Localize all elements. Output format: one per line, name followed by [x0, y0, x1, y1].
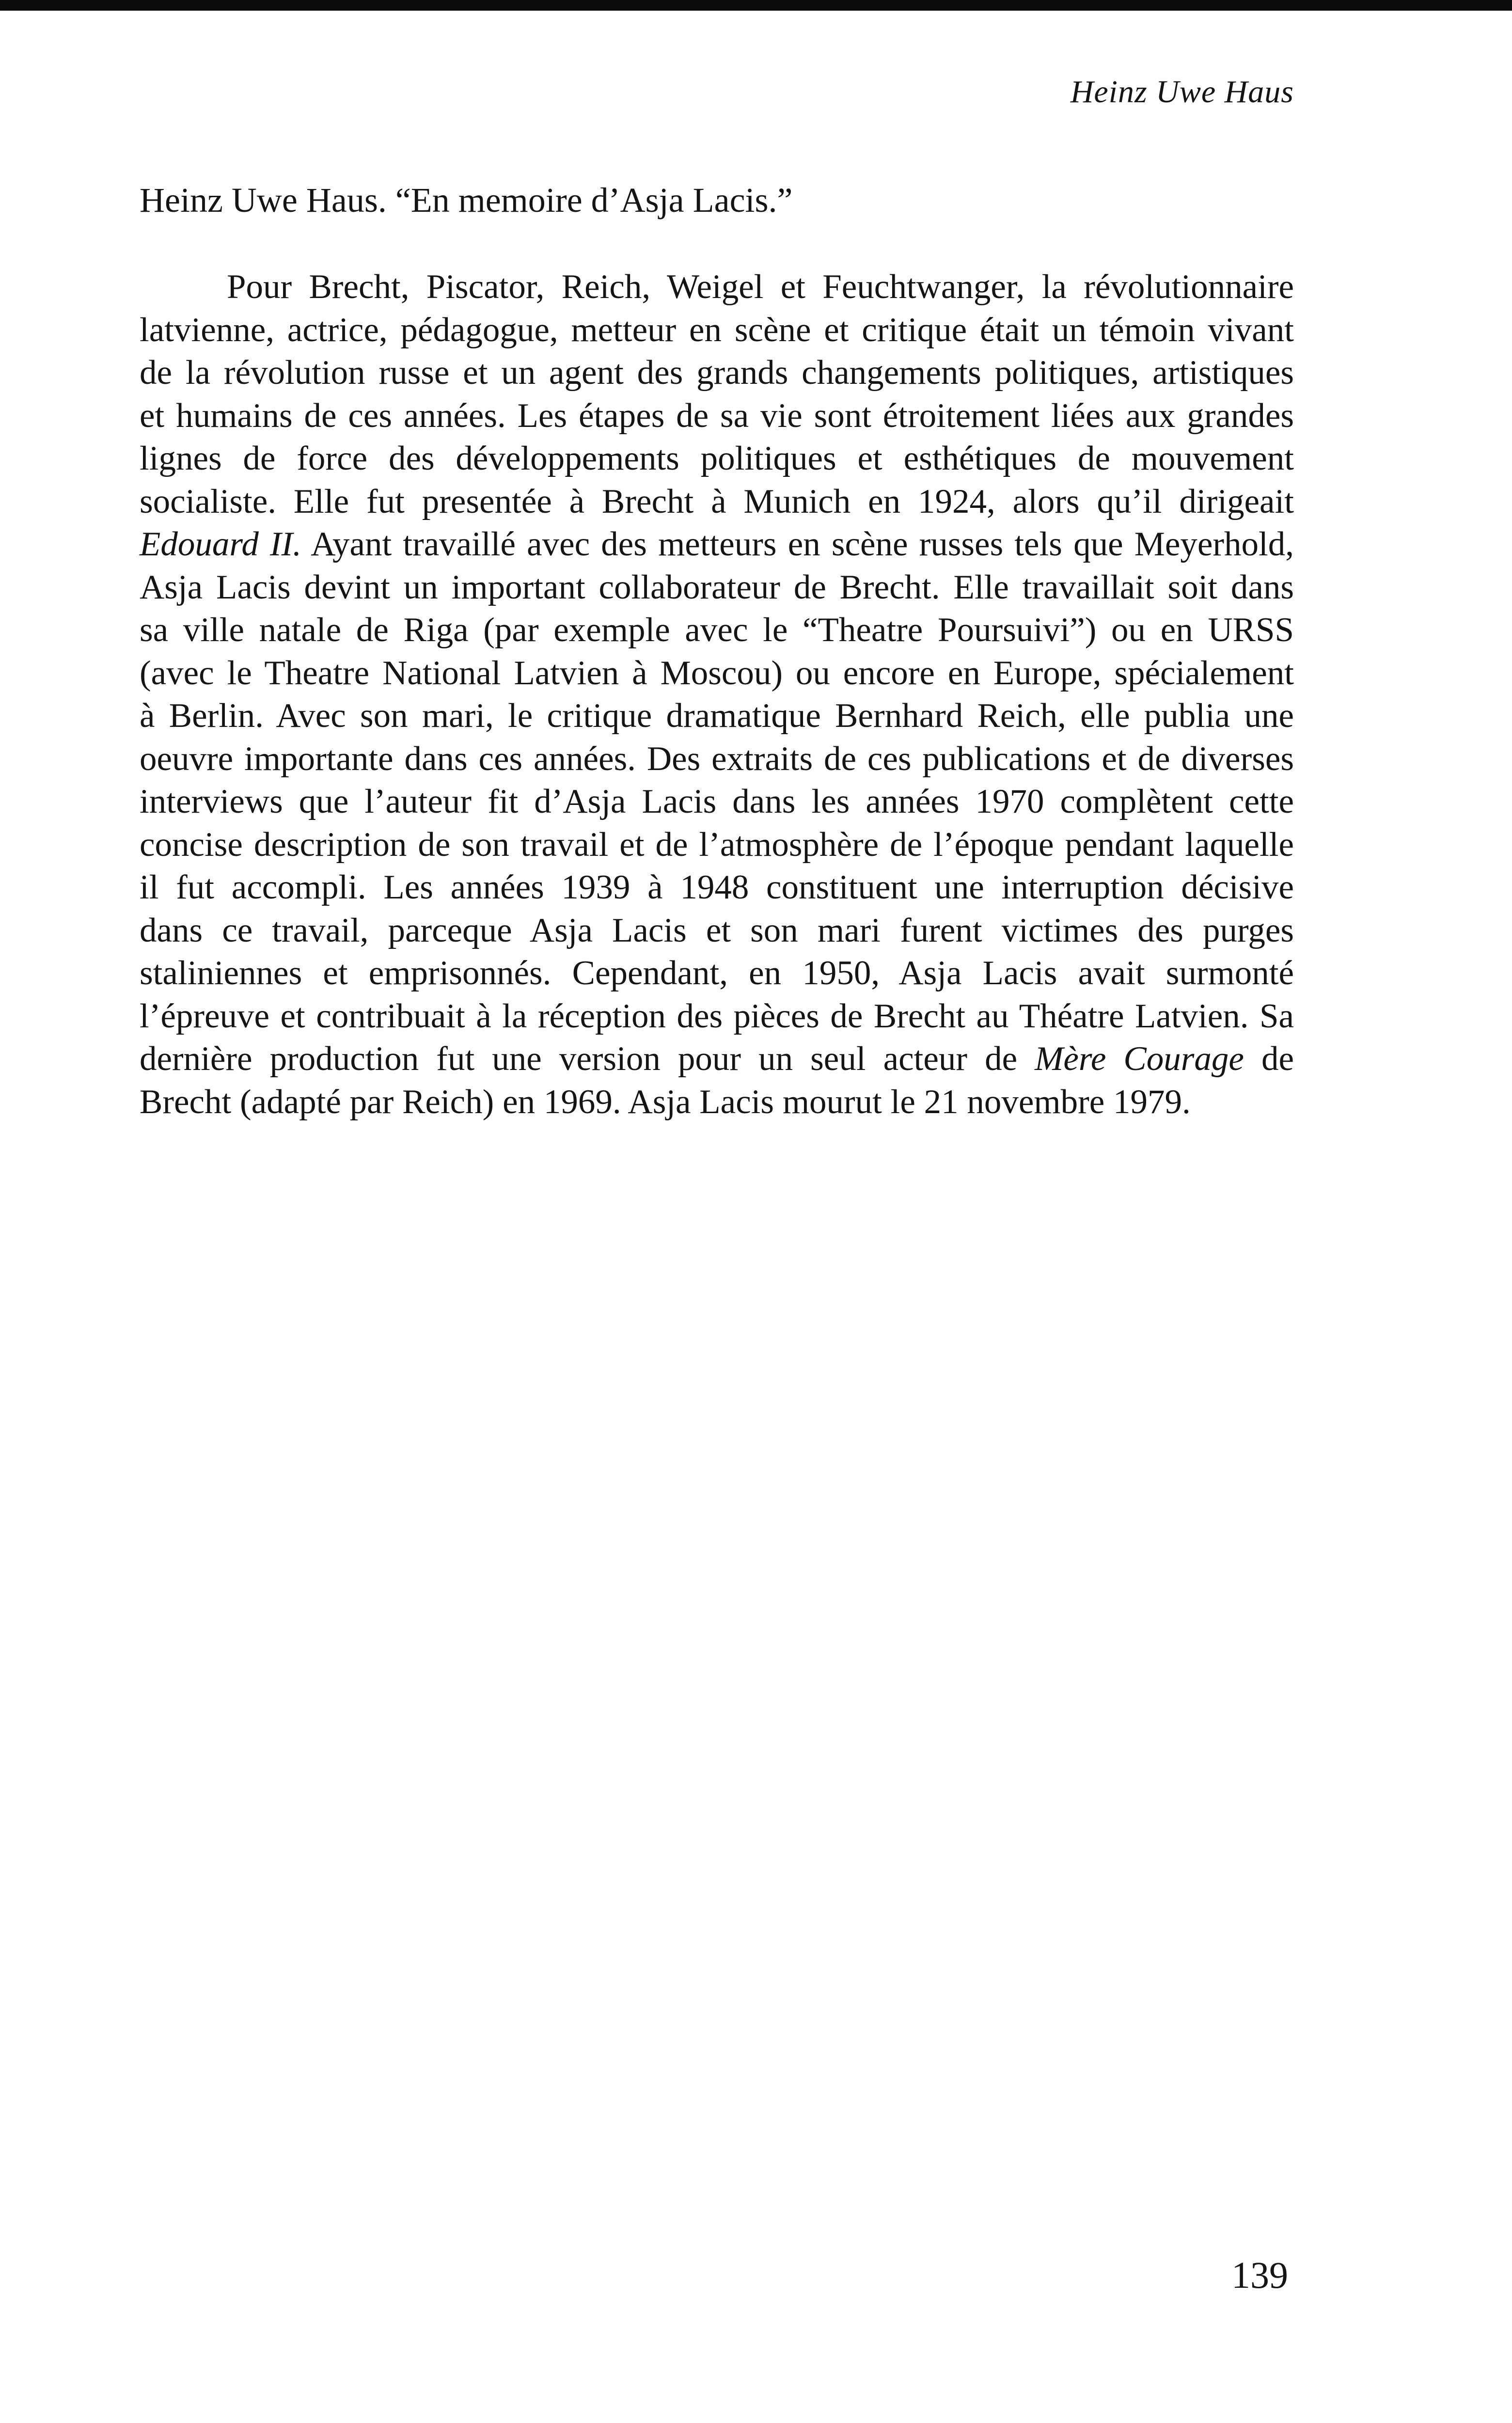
- running-head: Heinz Uwe Haus: [1070, 74, 1294, 110]
- text-line: oeuvre importante dans ces années. Des extraits de ces publications et de diverses: [140, 739, 1294, 778]
- text-line: l’épreuve et contribuait à la réception des pièces de Brecht au Théatre Latvien. Sa: [140, 997, 1294, 1035]
- text-line: à Berlin. Avec son mari, le critique dramatique Bernhard Reich, elle publia une: [140, 697, 1294, 735]
- text-line: sa ville natale de Riga (par exemple avec le “Theatre Poursuivi”) ou en URSS: [140, 611, 1294, 649]
- top-border-rule: [0, 0, 1512, 11]
- text-line: de la révolution russe et un agent des grands changements politiques, artistiques: [140, 354, 1294, 392]
- page-number: 139: [1231, 2254, 1288, 2296]
- text-line: concise description de son travail et de l’atmosphère de l’époque pendant laquelle: [140, 825, 1294, 864]
- text-line: (avec le Theatre National Latvien à Moscou) ou encore en Europe, spécialement: [140, 654, 1294, 692]
- text-line: et humains de ces années. Les étapes de sa vie sont étroitement liées aux grandes: [140, 396, 1294, 435]
- abstract-paragraph: [140, 266, 1294, 1123]
- text-line: Pour Brecht, Piscator, Reich, Weigel et Feuchtwanger, la révolutionnaire: [227, 268, 1294, 306]
- text-line: lignes de force des développements politiques et esthétiques de mouvement: [140, 440, 1294, 477]
- play-title-mere-courage: Mère Courage: [1035, 1040, 1244, 1078]
- text-line: staliniennes et emprisonnés. Cependant, en 1950, Asja Lacis avait surmonté: [140, 954, 1294, 992]
- text-line: interviews que l’auteur fit d’Asja Lacis dans les années 1970 complètent cette: [140, 783, 1294, 820]
- text-line: Asja Lacis devint un important collaborateur de Brecht. Elle travaillait soit dans: [140, 568, 1294, 606]
- text-line: dernière production fut une version pour un seul acteur de Mère Courage de: [140, 1040, 1294, 1078]
- article-title: Heinz Uwe Haus. “En memoire d’Asja Lacis.”: [140, 181, 793, 220]
- text-line: Edouard II. Ayant travaillé avec des metteurs en scène russes tels que Meyerhold,: [140, 525, 1294, 563]
- text-line: il fut accompli. Les années 1939 à 1948 constituent une interruption décisive: [140, 868, 1294, 906]
- text-line: socialiste. Elle fut presentée à Brecht à Munich en 1924, alors qu’il dirigeait: [140, 482, 1294, 520]
- text-line: dans ce travail, parceque Asja Lacis et son mari furent victimes des purges: [140, 911, 1294, 949]
- play-title-edouard: Edouard II.: [140, 525, 302, 563]
- text-line: latvienne, actrice, pédagogue, metteur en scène et critique était un témoin vivant: [140, 311, 1294, 349]
- text-line: Brecht (adapté par Reich) en 1969. Asja Lacis mourut le 21 novembre 1979.: [140, 1083, 1191, 1121]
